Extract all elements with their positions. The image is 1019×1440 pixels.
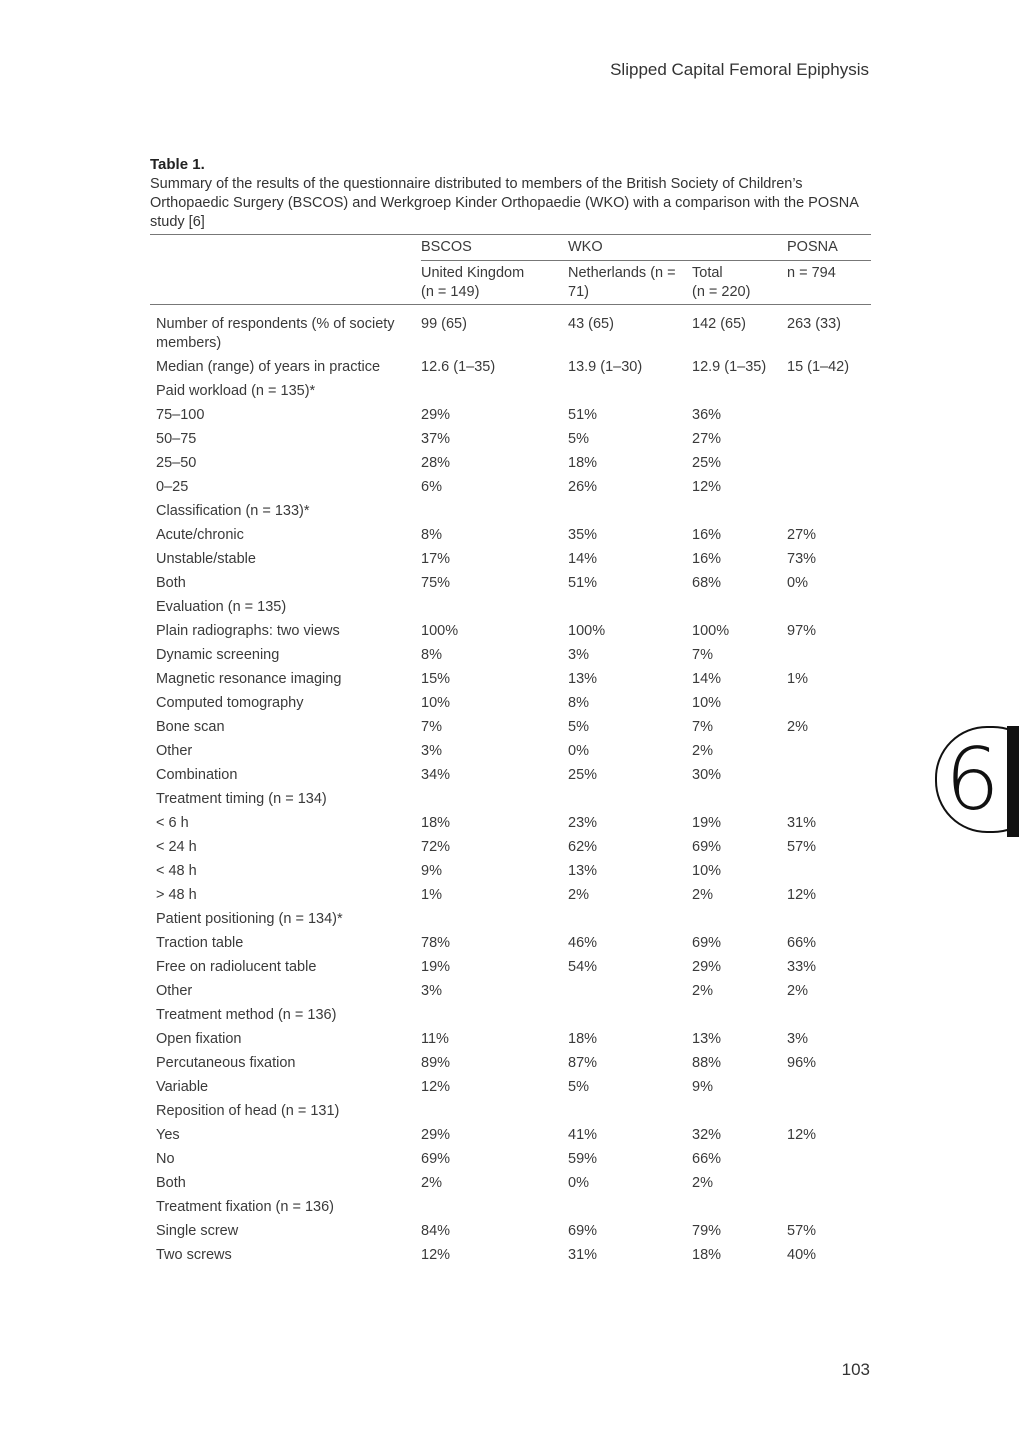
row-label: Paid workload (n = 135)* xyxy=(156,383,316,399)
table-row xyxy=(150,907,871,931)
total-value: 2% xyxy=(692,887,713,903)
total-value: 10% xyxy=(692,863,722,879)
row-label: Treatment timing (n = 134) xyxy=(156,791,327,807)
row-label: Computed tomography xyxy=(156,695,304,711)
posna-value xyxy=(787,379,871,403)
table-row xyxy=(150,619,871,643)
wko-value: 35% xyxy=(568,527,598,543)
wko-value xyxy=(568,1003,692,1027)
total-value: 25% xyxy=(692,455,722,471)
header-row-top xyxy=(150,235,871,261)
table-row xyxy=(150,811,871,835)
header-row-sub xyxy=(150,261,871,305)
table-row xyxy=(150,667,871,691)
bscos-value: 12% xyxy=(421,1247,451,1263)
posna-value xyxy=(787,1147,871,1171)
total-value: 9% xyxy=(692,1079,713,1095)
row-label: Median (range) of years in practice xyxy=(156,359,381,375)
row-label: Plain radiographs: two views xyxy=(156,623,340,639)
total-value: 2% xyxy=(692,983,713,999)
table-row xyxy=(150,523,871,547)
bscos-value xyxy=(421,1003,568,1027)
chapter-tab xyxy=(935,726,1019,837)
posna-value xyxy=(787,787,871,811)
bscos-value: 37% xyxy=(421,431,451,447)
bscos-value: 75% xyxy=(421,575,451,591)
posna-value xyxy=(787,643,871,667)
posna-value: 2% xyxy=(787,983,808,999)
row-label: Yes xyxy=(156,1127,180,1143)
row-label: 50–75 xyxy=(156,431,197,447)
total-value: 7% xyxy=(692,719,713,735)
table-row xyxy=(150,1195,871,1219)
header-nl: Netherlands (n = 71) xyxy=(568,261,692,305)
chapter-bar xyxy=(1007,726,1019,837)
bscos-value: 3% xyxy=(421,983,442,999)
row-label: 0–25 xyxy=(156,479,189,495)
row-label: < 24 h xyxy=(156,839,197,855)
wko-value: 51% xyxy=(568,575,598,591)
row-label: Other xyxy=(156,983,193,999)
wko-value: 13% xyxy=(568,863,598,879)
wko-value: 23% xyxy=(568,815,598,831)
total-value: 12% xyxy=(692,479,722,495)
bscos-value: 100% xyxy=(421,623,459,639)
total-value: 100% xyxy=(692,623,730,639)
bscos-value: 10% xyxy=(421,695,451,711)
posna-value xyxy=(787,859,871,883)
table-row xyxy=(150,979,871,1003)
total-value xyxy=(692,1003,787,1027)
total-value xyxy=(692,499,787,523)
posna-value: 2% xyxy=(787,719,808,735)
posna-value: 27% xyxy=(787,527,817,543)
wko-value xyxy=(568,979,692,1003)
total-value: 19% xyxy=(692,815,722,831)
posna-value xyxy=(787,1195,871,1219)
bscos-value: 69% xyxy=(421,1151,451,1167)
total-value xyxy=(692,787,787,811)
total-value: 16% xyxy=(692,527,722,543)
row-label: Single screw xyxy=(156,1223,239,1239)
bscos-value: 1% xyxy=(421,887,442,903)
row-label: Evaluation (n = 135) xyxy=(156,599,287,615)
header-uk-label: United Kingdom xyxy=(421,265,525,281)
wko-value: 0% xyxy=(568,743,589,759)
table-row xyxy=(150,691,871,715)
bscos-value xyxy=(421,379,568,403)
table-row xyxy=(150,1003,871,1027)
bscos-value: 6% xyxy=(421,479,442,495)
table-row xyxy=(150,305,871,356)
running-head: Slipped Capital Femoral Epiphysis xyxy=(610,60,869,79)
row-label: Percutaneous fixation xyxy=(156,1055,296,1071)
row-label: 75–100 xyxy=(156,407,205,423)
table-row xyxy=(150,595,871,619)
row-label: Reposition of head (n = 131) xyxy=(156,1103,340,1119)
row-label: Open fixation xyxy=(156,1031,242,1047)
table-title: Table 1. xyxy=(150,156,205,173)
bscos-value xyxy=(421,1099,568,1123)
wko-value: 5% xyxy=(568,1079,589,1095)
table-row xyxy=(150,1099,871,1123)
total-value: 10% xyxy=(692,695,722,711)
wko-value: 3% xyxy=(568,647,589,663)
table-row xyxy=(150,859,871,883)
bscos-value: 34% xyxy=(421,767,451,783)
wko-value xyxy=(568,1195,692,1219)
posna-value xyxy=(787,499,871,523)
table-row xyxy=(150,1051,871,1075)
wko-value xyxy=(568,907,692,931)
row-label: Treatment fixation (n = 136) xyxy=(156,1199,334,1215)
wko-value: 41% xyxy=(568,1127,598,1143)
row-label: Treatment method (n = 136) xyxy=(156,1007,337,1023)
bscos-value: 8% xyxy=(421,647,442,663)
header-bscos: BSCOS xyxy=(421,235,568,261)
bscos-value: 11% xyxy=(421,1031,449,1047)
wko-value xyxy=(568,787,692,811)
wko-value: 51% xyxy=(568,407,598,423)
row-label: Number of respondents (% of society members) xyxy=(156,316,395,351)
table-row xyxy=(150,787,871,811)
wko-value: 54% xyxy=(568,959,598,975)
wko-value: 87% xyxy=(568,1055,598,1071)
wko-value xyxy=(568,595,692,619)
bscos-value xyxy=(421,787,568,811)
wko-value xyxy=(568,1099,692,1123)
table-row xyxy=(150,1171,871,1195)
posna-value: 33% xyxy=(787,959,817,975)
table-row xyxy=(150,427,871,451)
wko-value: 2% xyxy=(568,887,589,903)
bscos-value: 19% xyxy=(421,959,451,975)
bscos-value: 18% xyxy=(421,815,451,831)
posna-value: 0% xyxy=(787,575,808,591)
total-value xyxy=(692,1195,787,1219)
row-label: Traction table xyxy=(156,935,244,951)
header-total-spacer xyxy=(692,235,787,261)
table-block xyxy=(150,156,871,1267)
bscos-value: 72% xyxy=(421,839,451,855)
bscos-value: 29% xyxy=(421,1127,451,1143)
row-label: Both xyxy=(156,575,186,591)
table-caption: Summary of the results of the questionnaire distributed to members of the British Society of Children’s Orthopaedic Surgery (BSCOS) and Werkgroep Kinder Orthopaedie (WKO) with a comparison with the POSNA study [6] xyxy=(150,176,859,230)
table-row xyxy=(150,763,871,787)
wko-value xyxy=(568,499,692,523)
total-value: 66% xyxy=(692,1151,722,1167)
posna-value: 12% xyxy=(787,1127,817,1143)
total-value: 88% xyxy=(692,1055,722,1071)
wko-value: 25% xyxy=(568,767,598,783)
bscos-value xyxy=(421,1195,568,1219)
table-row xyxy=(150,739,871,763)
total-value: 79% xyxy=(692,1223,722,1239)
row-label: < 48 h xyxy=(156,863,197,879)
header-empty-cell xyxy=(150,235,421,261)
bscos-value: 17% xyxy=(421,551,451,567)
header-uk-n: (n = 149) xyxy=(421,284,480,300)
wko-value: 18% xyxy=(568,455,598,471)
table-row xyxy=(150,451,871,475)
table-row xyxy=(150,1027,871,1051)
header-total xyxy=(692,261,787,305)
table-row xyxy=(150,715,871,739)
total-value: 69% xyxy=(692,935,722,951)
wko-value: 62% xyxy=(568,839,598,855)
row-label: Patient positioning (n = 134)* xyxy=(156,911,343,927)
bscos-value: 12.6 (1–35) xyxy=(421,359,496,375)
row-label: Acute/chronic xyxy=(156,527,244,543)
wko-value: 14% xyxy=(568,551,598,567)
row-label: Variable xyxy=(156,1079,209,1095)
wko-value xyxy=(568,379,692,403)
posna-value xyxy=(787,691,871,715)
posna-value: 73% xyxy=(787,551,817,567)
posna-value xyxy=(787,403,871,427)
posna-value xyxy=(787,427,871,451)
posna-value xyxy=(787,451,871,475)
total-value: 30% xyxy=(692,767,722,783)
wko-value: 18% xyxy=(568,1031,598,1047)
posna-value: 1% xyxy=(787,671,808,687)
bscos-value: 2% xyxy=(421,1175,442,1191)
row-label: Other xyxy=(156,743,193,759)
bscos-value: 29% xyxy=(421,407,451,423)
table-row xyxy=(150,547,871,571)
bscos-value xyxy=(421,595,568,619)
bscos-value xyxy=(421,907,568,931)
bscos-value: 84% xyxy=(421,1223,451,1239)
bscos-value: 9% xyxy=(421,863,442,879)
table-row xyxy=(150,475,871,499)
total-value: 2% xyxy=(692,1175,713,1191)
row-label: Unstable/stable xyxy=(156,551,256,567)
table-row xyxy=(150,379,871,403)
total-value: 32% xyxy=(692,1127,722,1143)
bscos-value: 12% xyxy=(421,1079,451,1095)
row-label: Two screws xyxy=(156,1247,232,1263)
wko-value: 0% xyxy=(568,1175,589,1191)
header-posna: POSNA xyxy=(787,235,871,261)
posna-value: 12% xyxy=(787,887,817,903)
posna-value: 31% xyxy=(787,815,817,831)
total-value: 2% xyxy=(692,743,713,759)
posna-value xyxy=(787,1075,871,1099)
table-row xyxy=(150,1219,871,1243)
table-row xyxy=(150,835,871,859)
posna-value xyxy=(787,595,871,619)
row-label: No xyxy=(156,1151,175,1167)
header-empty-cell xyxy=(150,261,421,305)
total-value: 27% xyxy=(692,431,722,447)
results-table xyxy=(150,234,871,1267)
row-label: Magnetic resonance imaging xyxy=(156,671,342,687)
total-value: 142 (65) xyxy=(692,316,747,332)
total-value: 18% xyxy=(692,1247,722,1263)
total-value: 69% xyxy=(692,839,722,855)
posna-value xyxy=(787,907,871,931)
posna-value: 57% xyxy=(787,839,817,855)
posna-value: 97% xyxy=(787,623,817,639)
posna-value: 15 (1–42) xyxy=(787,359,850,375)
posna-value: 40% xyxy=(787,1247,817,1263)
table-row xyxy=(150,955,871,979)
table-row xyxy=(150,403,871,427)
table-row xyxy=(150,1075,871,1099)
posna-value: 66% xyxy=(787,935,817,951)
bscos-value: 28% xyxy=(421,455,451,471)
table-row xyxy=(150,643,871,667)
posna-value: 3% xyxy=(787,1031,808,1047)
table-row xyxy=(150,499,871,523)
posna-value xyxy=(787,763,871,787)
posna-value: 96% xyxy=(787,1055,817,1071)
total-value: 29% xyxy=(692,959,722,975)
posna-value xyxy=(787,1099,871,1123)
header-total-n: (n = 220) xyxy=(692,284,751,300)
row-label: < 6 h xyxy=(156,815,189,831)
page-number: 103 xyxy=(841,1360,870,1379)
posna-value xyxy=(787,1003,871,1027)
wko-value: 59% xyxy=(568,1151,598,1167)
table-row xyxy=(150,355,871,379)
header-wko: WKO xyxy=(568,235,692,261)
table-row xyxy=(150,931,871,955)
bscos-value: 7% xyxy=(421,719,442,735)
table-row xyxy=(150,1147,871,1171)
wko-value: 13.9 (1–30) xyxy=(568,359,643,375)
wko-value: 69% xyxy=(568,1223,598,1239)
total-value xyxy=(692,1099,787,1123)
table-row xyxy=(150,571,871,595)
total-value: 13% xyxy=(692,1031,722,1047)
total-value: 12.9 (1–35) xyxy=(692,359,767,375)
total-value: 68% xyxy=(692,575,722,591)
bscos-value: 8% xyxy=(421,527,442,543)
total-value: 7% xyxy=(692,647,713,663)
wko-value: 46% xyxy=(568,935,598,951)
bscos-value xyxy=(421,499,568,523)
posna-value: 263 (33) xyxy=(787,316,842,332)
header-uk xyxy=(421,261,568,305)
header-posna-n: n = 794 xyxy=(787,261,871,305)
bscos-value: 99 (65) xyxy=(421,316,467,332)
row-label: Bone scan xyxy=(156,719,225,735)
wko-value: 8% xyxy=(568,695,589,711)
posna-value xyxy=(787,739,871,763)
total-value xyxy=(692,379,787,403)
row-label: Free on radiolucent table xyxy=(156,959,317,975)
table-row xyxy=(150,883,871,907)
wko-value: 5% xyxy=(568,719,589,735)
bscos-value: 89% xyxy=(421,1055,451,1071)
header-total-label: Total xyxy=(692,265,723,281)
wko-value: 5% xyxy=(568,431,589,447)
row-label: Classification (n = 133)* xyxy=(156,503,310,519)
table-row xyxy=(150,1123,871,1147)
row-label: Dynamic screening xyxy=(156,647,280,663)
total-value: 14% xyxy=(692,671,722,687)
total-value: 36% xyxy=(692,407,722,423)
wko-value: 100% xyxy=(568,623,606,639)
wko-value: 13% xyxy=(568,671,598,687)
posna-value xyxy=(787,475,871,499)
chapter-number: 6 xyxy=(945,730,1000,830)
row-label: 25–50 xyxy=(156,455,197,471)
wko-value: 31% xyxy=(568,1247,598,1263)
table-row xyxy=(150,1243,871,1267)
posna-value: 57% xyxy=(787,1223,817,1239)
wko-value: 43 (65) xyxy=(568,316,614,332)
posna-value xyxy=(787,1171,871,1195)
bscos-value: 78% xyxy=(421,935,451,951)
row-label: > 48 h xyxy=(156,887,197,903)
row-label: Both xyxy=(156,1175,186,1191)
total-value xyxy=(692,907,787,931)
row-label: Combination xyxy=(156,767,238,783)
bscos-value: 3% xyxy=(421,743,442,759)
total-value: 16% xyxy=(692,551,722,567)
wko-value: 26% xyxy=(568,479,598,495)
bscos-value: 15% xyxy=(421,671,451,687)
total-value xyxy=(692,595,787,619)
